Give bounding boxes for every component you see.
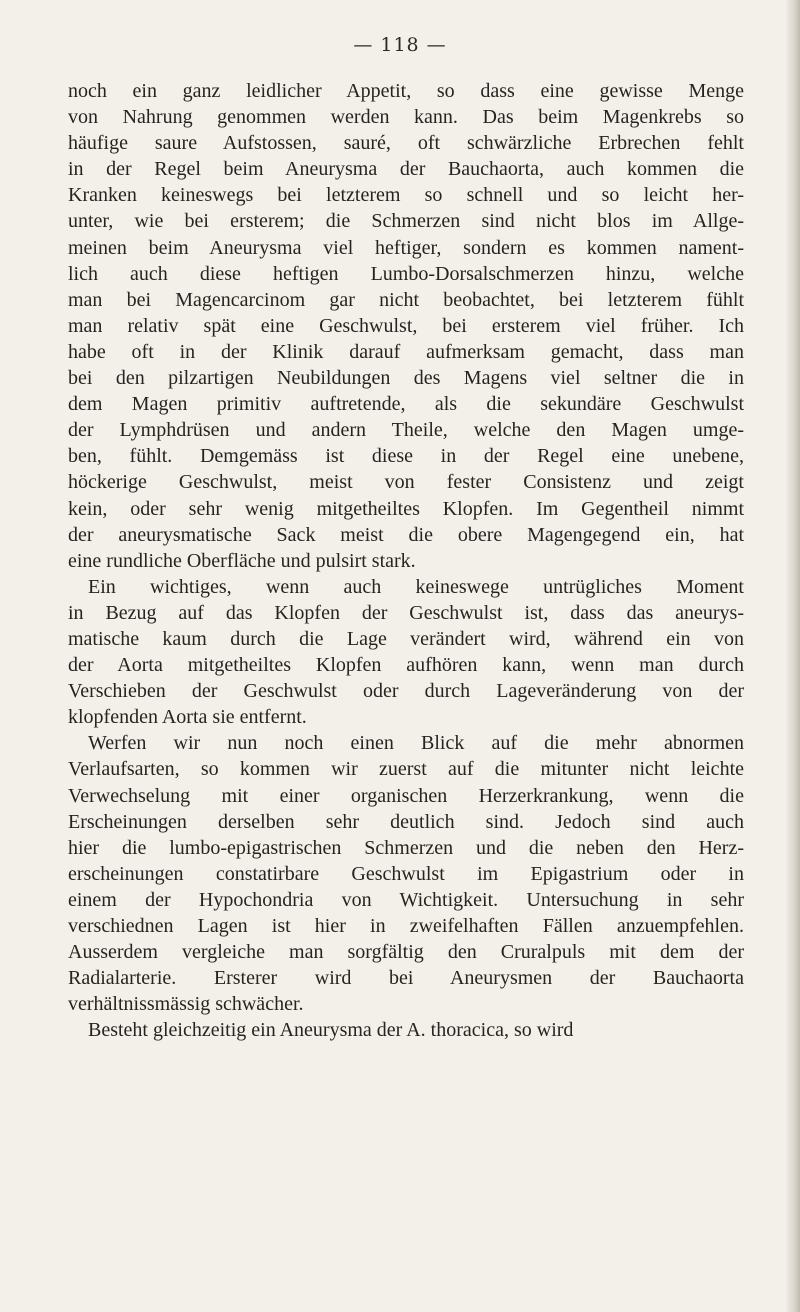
text-line: matische kaum durch die Lage verändert wird, während ein von bbox=[68, 627, 744, 650]
paragraph bbox=[68, 1017, 744, 1043]
text-line: häufige saure Aufstossen, sauré, oft schwärzliche Erbrechen fehlt bbox=[68, 132, 744, 155]
body-text bbox=[68, 78, 744, 1043]
text-line: man bei Magencarcinom gar nicht beobachtet, bei letzterem fühlt bbox=[68, 288, 744, 311]
text-line: ben, fühlt. Demgemäss ist diese in der Regel eine unebene, bbox=[68, 445, 744, 468]
text-line: Ausserdem vergleiche man sorgfältig den Cruralpuls mit dem der bbox=[68, 941, 744, 964]
page-number: — 118 — bbox=[353, 34, 447, 56]
text-line: kein, oder sehr wenig mitgetheiltes Klopfen. Im Gegentheil nimmt bbox=[68, 497, 744, 520]
text-line: Verwechselung mit einer organischen Herzerkrankung, wenn die bbox=[68, 784, 744, 807]
text-line: Kranken keineswegs bei letzterem so schnell und so leicht her- bbox=[68, 184, 744, 207]
text-line: Werfen wir nun noch einen Blick auf die mehr abnormen bbox=[88, 732, 744, 755]
paragraph bbox=[68, 574, 744, 731]
text-line: eine rundliche Oberfläche und pulsirt stark. bbox=[68, 549, 416, 572]
text-line: Verschieben der Geschwulst oder durch Lageveränderung von der bbox=[68, 680, 744, 703]
text-line: der aneurysmatische Sack meist die obere Magengegend ein, hat bbox=[68, 523, 744, 546]
text-line: Verlaufsarten, so kommen wir zuerst auf die mitunter nicht leichte bbox=[68, 758, 744, 781]
text-line: verhältnissmässig schwächer. bbox=[68, 993, 304, 1016]
text-line: meinen beim Aneurysma viel heftiger, sondern es kommen nament- bbox=[68, 236, 744, 259]
paragraph bbox=[68, 78, 744, 574]
text-line: Ein wichtiges, wenn auch keineswege untrügliches Moment bbox=[88, 575, 744, 598]
text-line: erscheinungen constatirbare Geschwulst im Epigastrium oder in bbox=[68, 862, 744, 885]
text-line: Besteht gleichzeitig ein Aneurysma der A. thoracica, so wird bbox=[88, 1019, 574, 1042]
text-line: Erscheinungen derselben sehr deutlich sind. Jedoch sind auch bbox=[68, 810, 744, 833]
text-line: der Aorta mitgetheiltes Klopfen aufhören kann, wenn man durch bbox=[68, 654, 744, 677]
text-line: Radialarterie. Ersterer wird bei Aneurysmen der Bauchaorta bbox=[68, 967, 744, 990]
text-line: man relativ spät eine Geschwulst, bei ersterem viel früher. Ich bbox=[68, 314, 744, 337]
text-line: lich auch diese heftigen Lumbo-Dorsalschmerzen hinzu, welche bbox=[68, 262, 744, 285]
text-line: einem der Hypochondria von Wichtigkeit. Untersuchung in sehr bbox=[68, 888, 744, 911]
text-line: dem Magen primitiv auftretende, als die sekundäre Geschwulst bbox=[68, 393, 744, 416]
text-line: bei den pilzartigen Neubildungen des Magens viel seltner die in bbox=[68, 367, 744, 390]
text-line: verschiednen Lagen ist hier in zweifelhaften Fällen anzuempfehlen. bbox=[68, 915, 744, 937]
text-line: unter, wie bei ersterem; die Schmerzen sind nicht blos im Allge- bbox=[68, 210, 744, 233]
page-edge bbox=[786, 0, 800, 1312]
text-line: in Bezug auf das Klopfen der Geschwulst ist, dass das aneurys- bbox=[68, 601, 744, 624]
text-line: klopfenden Aorta sie entfernt. bbox=[68, 706, 307, 729]
paragraph bbox=[68, 730, 744, 1017]
text-line: in der Regel beim Aneurysma der Bauchaorta, auch kommen die bbox=[68, 158, 744, 181]
text-line: höckerige Geschwulst, meist von fester Consistenz und zeigt bbox=[68, 471, 744, 494]
text-line: hier die lumbo-epigastrischen Schmerzen und die neben den Herz- bbox=[68, 836, 744, 859]
text-line: von Nahrung genommen werden kann. Das beim Magenkrebs so bbox=[68, 106, 744, 129]
text-line: der Lymphdrüsen und andern Theile, welche den Magen umge- bbox=[68, 419, 744, 442]
text-line: habe oft in der Klinik darauf aufmerksam gemacht, dass man bbox=[68, 340, 744, 363]
text-line: noch ein ganz leidlicher Appetit, so dass eine gewisse Menge bbox=[68, 80, 744, 102]
